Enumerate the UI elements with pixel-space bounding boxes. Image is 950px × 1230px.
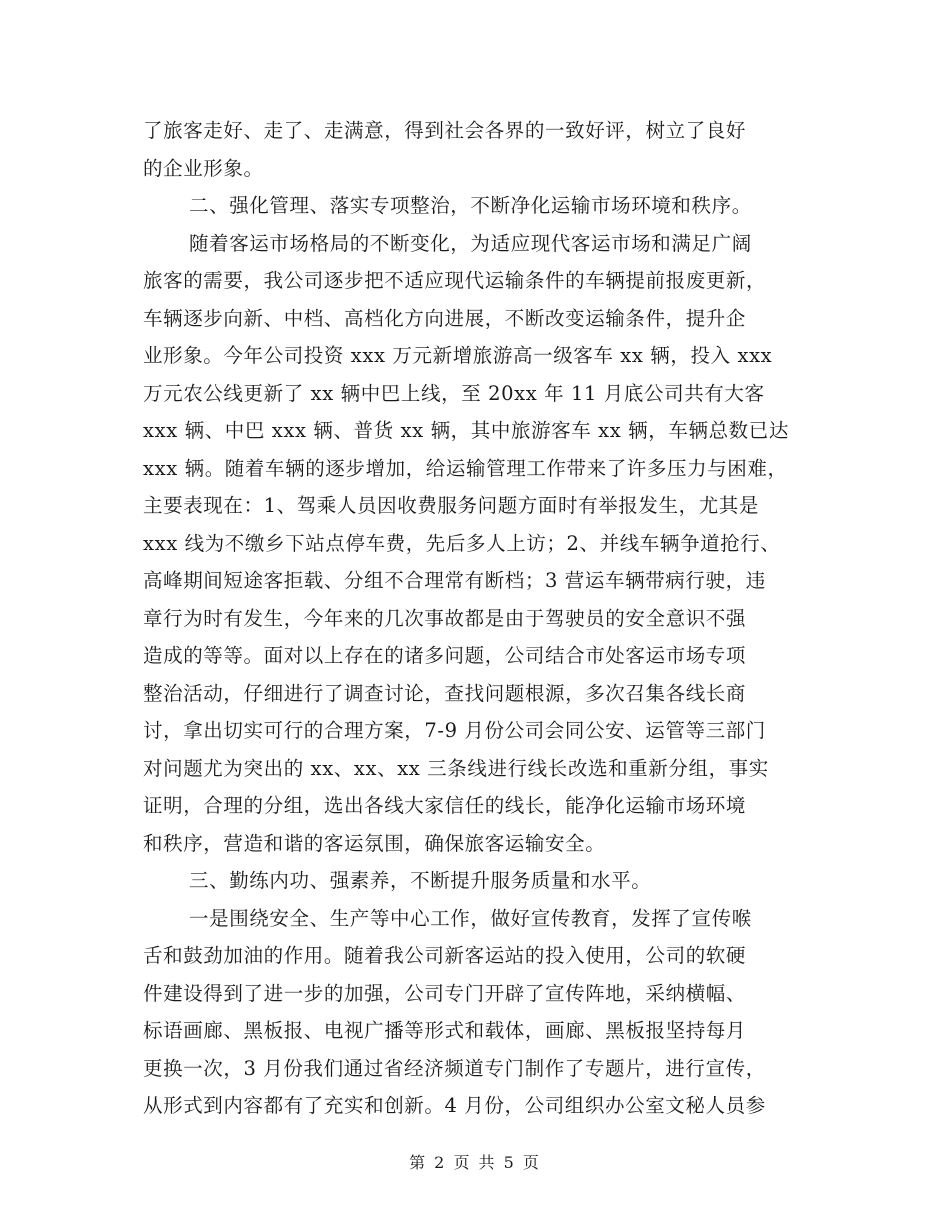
text-line: 的企业形象。	[143, 156, 264, 180]
document-body	[143, 112, 823, 1125]
text-line: 证明，合理的分组，选出各线大家信任的线长，能净化运输市场环境	[143, 794, 747, 817]
text-line: 三、勤练内功、强素养，不断提升服务质量和水平。	[189, 869, 652, 892]
text-line: 章行为时有发生，今年来的几次事故都是由于驾驶员的安全意识不强	[143, 606, 747, 630]
text-line: 高峰期间短途客拒载、分组不合理常有断档；3 营运车辆带病行驶，违	[143, 569, 766, 592]
text-line: 件建设得到了进一步的加强，公司专门开辟了宣传阵地，采纳横幅、	[143, 981, 747, 1005]
text-line: xxx 线为不缴乡下站点停车费，先后多人上访；2、并线车辆争道抢行、	[143, 531, 781, 555]
text-line: 万元农公线更新了 xx 辆中巴上线，至 20xx 年 11 月底公司共有大客	[143, 381, 765, 405]
text-line: xxx 辆。随着车辆的逐步增加，给运输管理工作带来了许多压力与困难，	[143, 456, 788, 480]
text-line: 二、强化管理、落实专项整治，不断净化运输市场环境和秩序。	[189, 194, 752, 217]
text-line: xxx 辆、中巴 xxx 辆、普货 xx 辆，其中旅游客车 xx 辆，车辆总数已达	[143, 419, 789, 442]
text-line: 一是围绕安全、生产等中心工作，做好宣传教育，发挥了宣传喉	[189, 906, 752, 930]
text-line: 随着客运市场格局的不断变化，为适应现代客运市场和满足广阔	[189, 231, 752, 255]
text-line: 更换一次，3 月份我们通过省经济频道专门制作了专题片，进行宣传，	[143, 1056, 766, 1080]
text-line: 旅客的需要，我公司逐步把不适应现代运输条件的车辆提前报废更新，	[143, 269, 767, 292]
text-line: 主要表现在：1、驾乘人员因收费服务问题方面时有举报发生，尤其是	[143, 494, 760, 517]
text-line: 业形象。今年公司投资 xxx 万元新增旅游高一级客车 xx 辆，投入 xxx	[143, 344, 773, 367]
text-line: 了旅客走好、走了、走满意，得到社会各界的一致好评，树立了良好	[143, 119, 747, 142]
text-line: 对问题尤为突出的 xx、xx、xx 三条线进行线长改选和重新分组，事实	[143, 756, 769, 780]
text-line: 讨，拿出切实可行的合理方案，7-9 月份公司会同公安、运管等三部门	[143, 719, 766, 742]
text-line: 车辆逐步向新、中档、高档化方向进展，不断改变运输条件，提升企	[143, 306, 747, 330]
text-line: 造成的等等。面对以上存在的诸多问题，公司结合市处客运市场专项	[143, 644, 747, 667]
page-footer: 第 2 页 共 5 页	[409, 1153, 541, 1172]
text-line: 整治活动，仔细进行了调查讨论，查找问题根源，多次召集各线长商	[143, 681, 747, 705]
text-line: 和秩序，营造和谐的客运氛围，确保旅客运输安全。	[143, 831, 606, 855]
text-line: 舌和鼓劲加油的作用。随着我公司新客运站的投入使用，公司的软硬	[143, 944, 747, 967]
text-line: 从形式到内容都有了充实和创新。4 月份，公司组织办公室文秘人员参	[143, 1094, 766, 1117]
text-line: 标语画廊、黑板报、电视广播等形式和载体，画廊、黑板报坚持每月	[143, 1019, 747, 1042]
